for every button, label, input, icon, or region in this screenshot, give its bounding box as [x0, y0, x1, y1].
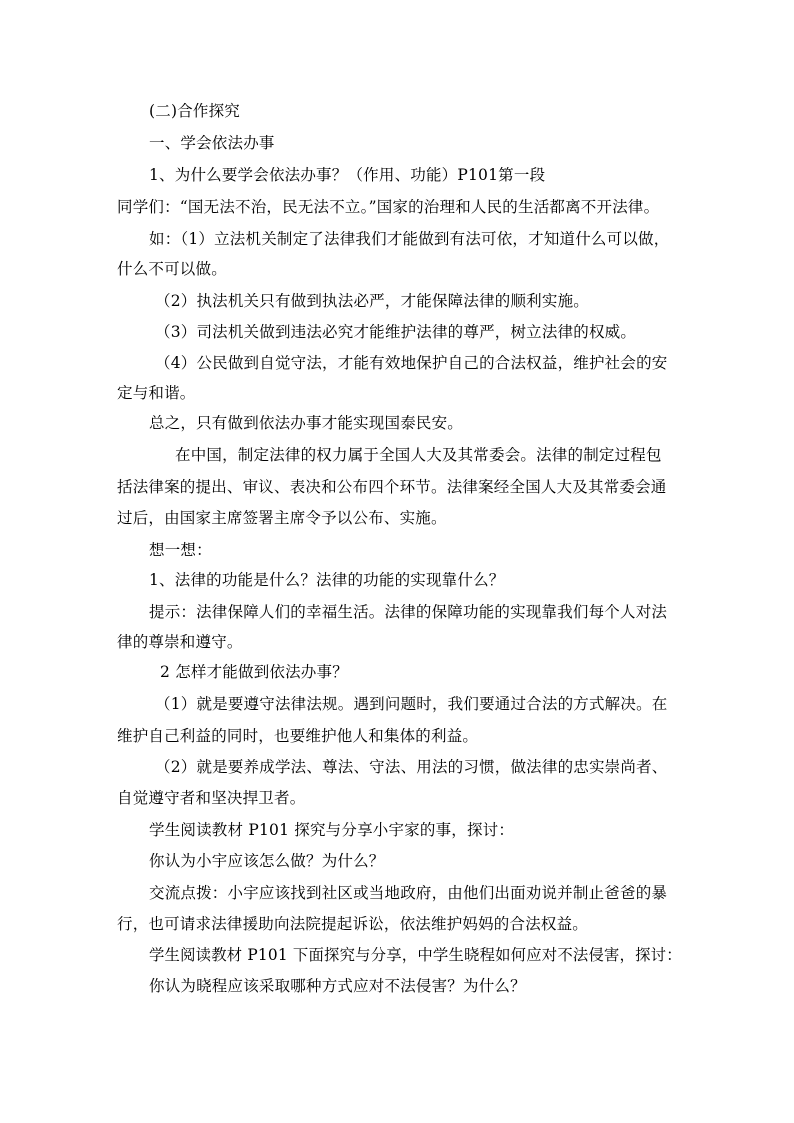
- paragraph-line: 括法律案的提出、审议、表决和公布四个环节。法律案经全国人大及其常委会通: [117, 478, 667, 496]
- paragraph-line: （2）就是要养成学法、尊法、守法、用法的习惯，做法律的忠实崇尚者、: [155, 758, 668, 776]
- paragraph-line: （3）司法机关做到违法必究才能维护法律的尊严，树立法律的权威。: [155, 323, 637, 341]
- paragraph-line: 律的尊崇和遵守。: [117, 633, 243, 651]
- paragraph-line: 过后，由国家主席签署主席令予以公布、实施。: [117, 509, 447, 527]
- paragraph-line: 行，也可请求法律援助向法院提起诉讼，依法维护妈妈的合法权益。: [117, 915, 589, 933]
- question-heading: 1、为什么要学会依法办事？（作用、功能）P101第一段: [149, 166, 546, 184]
- paragraph-line: 总之，只有做到依法办事才能实现国泰民安。: [149, 414, 464, 432]
- paragraph-line: 维护自己利益的同时，也要维护他人和集体的利益。: [117, 727, 479, 745]
- question-heading: 2 怎样才能做到依法办事？: [160, 663, 348, 681]
- paragraph-line: （2）执法机关只有做到执法必严，才能保障法律的顺利实施。: [155, 292, 589, 310]
- paragraph-line: （4）公民做到自觉守法，才能有效地保护自己的合法权益，维护社会的安: [155, 354, 668, 372]
- paragraph-line: 在中国，制定法律的权力属于全国人大及其常委会。法律的制定过程包: [175, 446, 662, 464]
- paragraph-line: 学生阅读教材 P101 下面探究与分享，中学生晓程如何应对不法侵害，探讨：: [149, 946, 682, 964]
- paragraph-line: 如：（1）立法机关制定了法律我们才能做到有法可依，才知道什么可以做，: [149, 230, 670, 248]
- paragraph-line: 什么不可以做。: [117, 260, 227, 278]
- question-heading: 1、法律的功能是什么？法律的功能的实现靠什么？: [149, 571, 505, 589]
- paragraph-line: （1）就是要遵守法律法规。遇到问题时，我们要通过合法的方式解决。在: [155, 695, 668, 713]
- paragraph-line: 提示：法律保障人们的幸福生活。法律的保障功能的实现靠我们每个人对法: [149, 603, 668, 621]
- paragraph-line: 同学们：“国无法不治，民无法不立。”国家的治理和人民的生活都离不开法律。: [117, 198, 660, 216]
- subsection-heading: 一、学会依法办事: [149, 134, 275, 152]
- paragraph-line: 你认为晓程应该采取哪种方式应对不法侵害？为什么？: [149, 977, 526, 995]
- paragraph-line: 交流点拨：小宇应该找到社区或当地政府，由他们出面劝说并制止爸爸的暴: [149, 884, 668, 902]
- section-heading: (二)合作探究: [149, 102, 240, 120]
- paragraph-line: 定与和谐。: [117, 384, 196, 402]
- subsection-heading: 想一想：: [149, 541, 212, 559]
- paragraph-line: 自觉遵守者和坚决捍卫者。: [117, 789, 306, 807]
- paragraph-line: 学生阅读教材 P101 探究与分享小宇家的事，探讨：: [149, 821, 515, 839]
- paragraph-line: 你认为小宇应该怎么做？为什么？: [149, 852, 385, 870]
